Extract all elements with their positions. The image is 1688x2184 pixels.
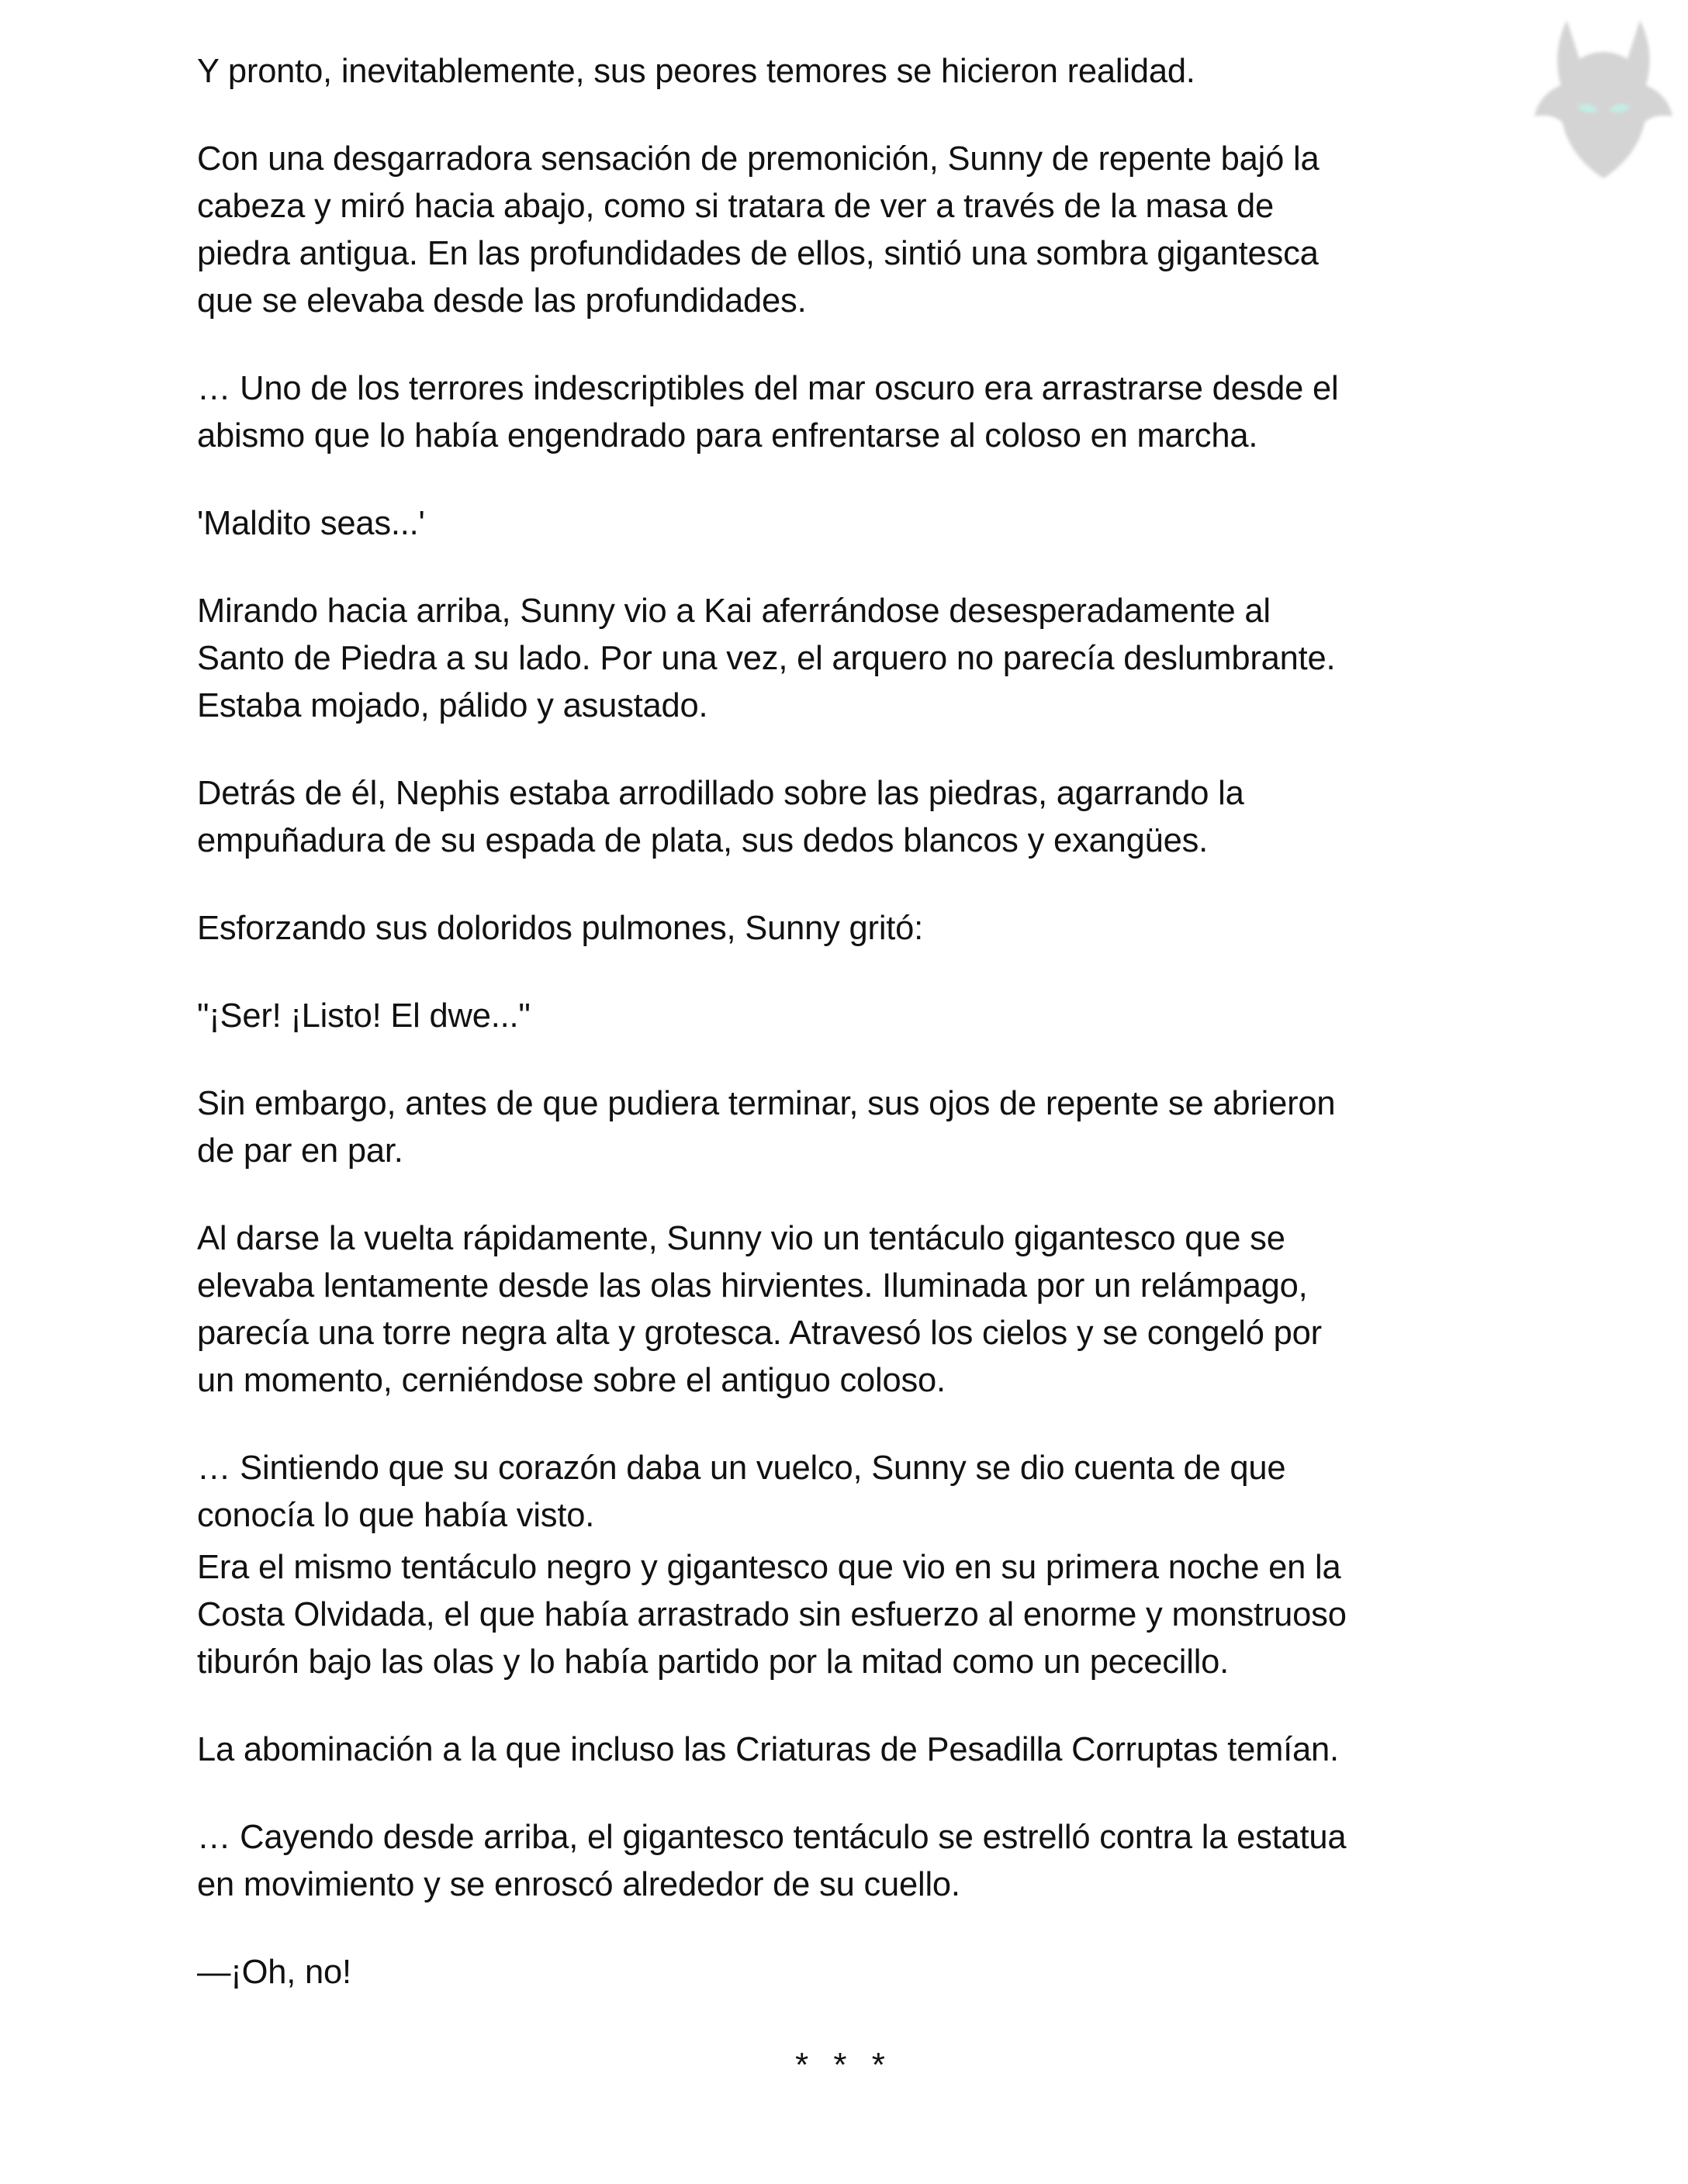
paragraph: Detrás de él, Nephis estaba arrodillado sobre las piedras, agarrando la empuñadura de su espada de plata, sus dedos blancos y exangües. xyxy=(197,775,1244,859)
demon-head-watermark-icon xyxy=(1530,14,1677,186)
paragraph: "¡Ser! ¡Listo! El dwe..." xyxy=(197,997,531,1035)
paragraph: … Sintiendo que su corazón daba un vuelco, Sunny se dio cuenta de que conocía lo que había visto. xyxy=(197,1450,1286,1534)
paragraph: 'Maldito seas...' xyxy=(197,505,425,542)
section-separator: * * * xyxy=(795,2046,893,2084)
paragraph: Esforzando sus doloridos pulmones, Sunny gritó: xyxy=(197,910,924,947)
paragraph: … Uno de los terrores indescriptibles del mar oscuro era arrastrarse desde el abismo que lo había engendrado para enfrentarse al coloso en marcha. xyxy=(197,370,1339,454)
paragraph: La abominación a la que incluso las Criaturas de Pesadilla Corruptas temían. xyxy=(197,1731,1339,1768)
chapter-text xyxy=(197,48,1516,2037)
paragraph: Con una desgarradora sensación de premonición, Sunny de repente bajó la cabeza y miró hacia abajo, como si tratara de ver a través de la masa de piedra antigua. En las profundidades de ellos, sintió una sombra gigantesca que se elevaba desde las profundidades. xyxy=(197,140,1320,320)
paragraph: … Cayendo desde arriba, el gigantesco tentáculo se estrelló contra la estatua en movimiento y se enroscó alrededor de su cuello. xyxy=(197,1819,1347,1903)
paragraph: Y pronto, inevitablemente, sus peores temores se hicieron realidad. xyxy=(197,53,1195,90)
paragraph: Al darse la vuelta rápidamente, Sunny vio un tentáculo gigantesco que se elevaba lentamente desde las olas hirvientes. Iluminada por un relámpago, parecía una torre negra alta y grotesca. Atravesó los cielos y se congeló por un momento, cerniéndose sobre el antiguo coloso. xyxy=(197,1220,1322,1399)
paragraph: Era el mismo tentáculo negro y gigantesco que vio en su primera noche en la Costa Olvidada, el que había arrastrado sin esfuerzo al enorme y monstruoso tiburón bajo las olas y lo había partido por la mitad como un pececillo. xyxy=(197,1549,1347,1681)
paragraph: Sin embargo, antes de que pudiera terminar, sus ojos de repente se abrieron de par en par. xyxy=(197,1085,1336,1170)
paragraph: Mirando hacia arriba, Sunny vio a Kai aferrándose desesperadamente al Santo de Piedra a su lado. Por una vez, el arquero no parecía deslumbrante. Estaba mojado, pálido y asustado. xyxy=(197,593,1336,724)
paragraph: —¡Oh, no! xyxy=(197,1954,351,1991)
